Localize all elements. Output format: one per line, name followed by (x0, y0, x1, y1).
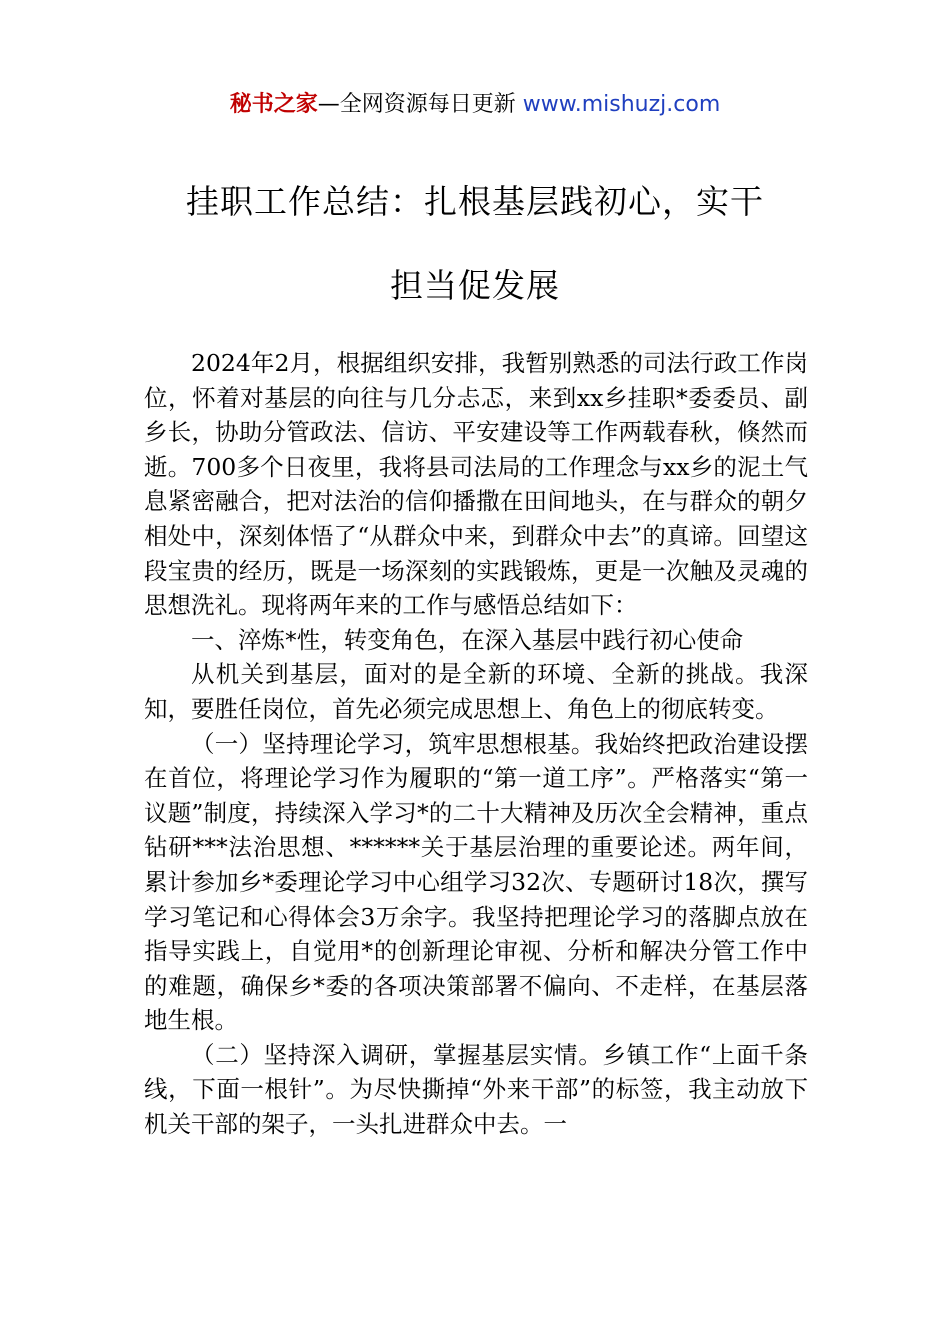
intro-paragraph: 2024年2月，根据组织安排，我暂别熟悉的司法行政工作岗位，怀着对基层的向往与几分忐忑，来到xx乡挂职*委委员、副乡长，协助分管政法、信访、平安建设等工作两载春秋，倏然而逝。700多个日夜里，我将县司法局的工作理念与xx乡的泥土气息紧密融合，把对法治的信仰播撒在田间地头，在与群众的朝夕相处中，深刻体悟了“从群众中来，到群众中去”的真谛。回望这段宝贵的经历，既是一场深刻的实践锻炼，更是一次触及灵魂的思想洗礼。现将两年来的工作与感悟总结如下： (144, 349, 808, 620)
subsection-1-paragraph: （一）坚持理论学习，筑牢思想根基。我始终把政治建设摆在首位，将理论学习作为履职的“第一道工序”。严格落实“第一议题”制度，持续深入学习*的二十大精神及历次全会精神，重点钻研***法治思想、******关于基层治理的重要论述。两年间，累计参加乡*委理论学习中心组学习32次、专题研讨18次，撰写学习笔记和心得体会3万余字。我坚持把理论学习的落脚点放在指导实践上，自觉用*的创新理论审视、分析和解决分管工作中的难题，确保乡*委的各项决策部署不偏向、不走样，在基层落地生根。 (144, 729, 808, 1035)
document-title (130, 160, 820, 328)
header-tagline: —全网资源每日更新 (317, 92, 523, 117)
site-url-link[interactable]: www.mishuzj.com (522, 92, 721, 117)
section-heading-1: 一、淬炼*性，转变角色，在深入基层中践行初心使命 (191, 625, 744, 654)
document-body (144, 346, 808, 1142)
brand-name: 秘书之家 (229, 92, 318, 117)
site-header (0, 88, 950, 122)
title-line-1: 挂职工作总结：扎根基层践初心，实干 (186, 182, 764, 221)
section-1-intro-paragraph: 从机关到基层，面对的是全新的环境、全新的挑战。我深知，要胜任岗位，首先必须完成思想上、角色上的彻底转变。 (144, 660, 808, 723)
subsection-2-paragraph: （二）坚持深入调研，掌握基层实情。乡镇工作“上面千条线，下面一根针”。为尽快撕掉“外来干部”的标签，我主动放下机关干部的架子，一头扎进群众中去。一 (144, 1040, 808, 1139)
title-line-2: 担当促发展 (390, 266, 560, 305)
